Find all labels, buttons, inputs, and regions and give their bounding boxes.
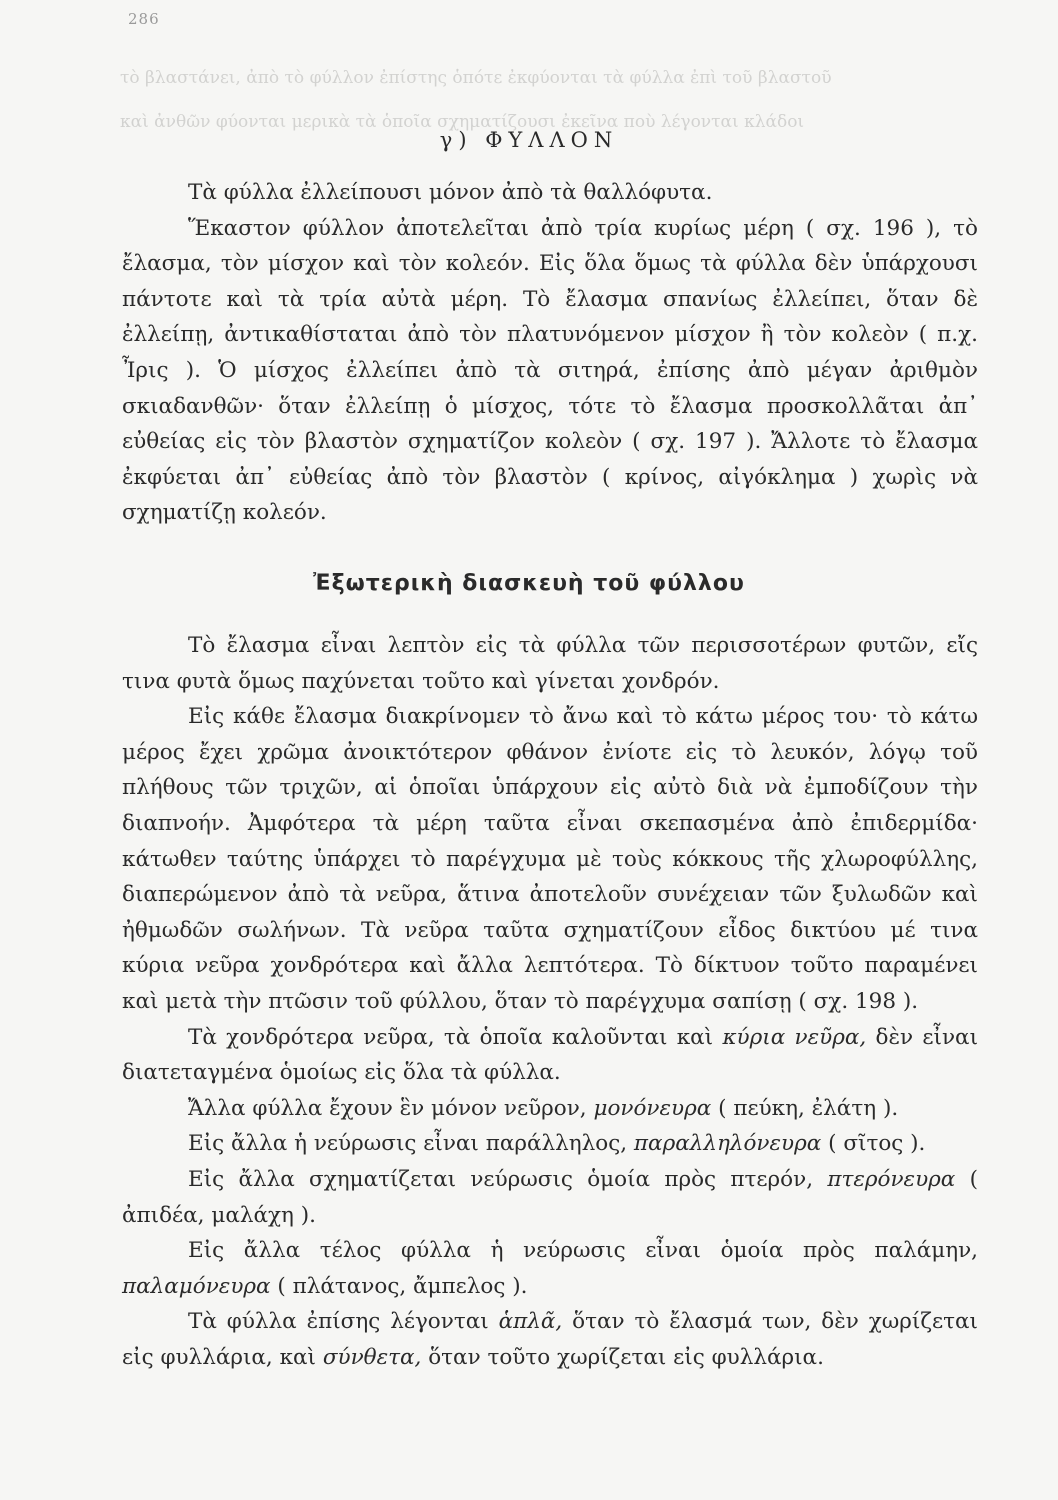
term: σύνθετα, (322, 1344, 422, 1370)
page-number: 286 (128, 10, 160, 28)
paragraph: Εἰς κάθε ἔλασμα διακρίνομεν τὸ ἄνω καὶ τὸ κάτω μέρος του· τὸ κάτω μέρος ἔχει χρῶμα ἀνοικτότερον φθάνον ἐνίοτε εἰς τὸ λευκόν, λόγῳ τοῦ πλήθους τῶν τριχῶν, αἱ ὁποῖαι ὑπάρχουν εἰς αὐτὸ διὰ νὰ ἐμποδίζουν τὴν διαπνοήν. Ἀμφότερα τὰ μέρη ταῦτα εἶναι σκεπασμένα ἀπὸ ἐπιδερμίδα· κάτωθεν ταύτης ὑπάρχει τὸ παρέγχυμα μὲ τοὺς κόκκους τῆς χλωροφύλλης, διαπερώμενον ἀπὸ τὰ νεῦρα, ἅτινα ἀποτελοῦν συνέχειαν τῶν ξυλωδῶν καὶ ἠθμωδῶν σωλήνων. Τὰ νεῦρα ταῦτα σχηματίζουν εἶδος δικτύου μέ τινα κύρια νεῦρα χονδρότερα καὶ ἄλλα λεπτότερα. Τὸ δίκτυον τοῦτο παραμένει καὶ μετὰ τὴν πτῶσιν τοῦ φύλλου, ὅταν τὸ παρέγχυμα σαπίσῃ ( σχ. 198 ). (122, 704, 978, 1014)
intro-text (122, 175, 978, 531)
paragraph: Εἰς ἄλλα ἡ νεύρωσις εἶναι παράλληλος, παραλληλόνευρα ( σῖτος ). (188, 1131, 926, 1157)
paragraph: Τὰ φύλλα ἐλλείπουσι μόνον ἀπὸ τὰ θαλλόφυτα. (188, 180, 713, 205)
subsection-text (122, 628, 978, 1375)
paragraph: Τὸ ἔλασμα εἶναι λεπτὸν εἰς τὰ φύλλα τῶν περισσοτέρων φυτῶν, εἴς τινα φυτὰ ὅμως παχύνεται τοῦτο καὶ γίνεται χονδρόν. (122, 633, 978, 694)
bleed-through-line: τὸ βλαστάνει, ἀπὸ τὸ φύλλον ἐπίστης ὁπότε ἐκφύονται τὰ φύλλα ἐπὶ τοῦ βλαστοῦ (120, 68, 832, 88)
subsection-heading: Ἐξωτερικὴ διασκευὴ τοῦ φύλλου (313, 571, 745, 596)
term: πτερόνευρα (827, 1166, 956, 1192)
paragraph: Τὰ φύλλα ἐπίσης λέγονται ἁπλᾶ, ὅταν τὸ ἔλασμά των, δὲν χωρίζεται εἰς φυλλάρια, καὶ σύνθετα, ὅταν τοῦτο χωρίζεται εἰς φυλλάρια. (122, 1309, 978, 1370)
term: μονόνευρα (593, 1095, 712, 1121)
paragraph: Εἰς ἄλλα σχηματίζεται νεύρωσις ὁμοία πρὸς πτερόν, πτερόνευρα ( ἀπιδέα, μαλάχη ). (122, 1166, 978, 1228)
term: κύρια νεῦρα, (722, 1024, 867, 1050)
bleed-through-line: καὶ ἀνθῶν φύονται μερικὰ τὰ ὁποῖα σχηματίζουσι ἐκεῖνα ποὺ λέγονται κλάδοι (120, 112, 805, 132)
section-title: γ) ΦΥΛΛΟΝ (439, 128, 619, 152)
paragraph: Ἕκαστον φύλλον ἀποτελεῖται ἀπὸ τρία κυρίως μέρη ( σχ. 196 ), τὸ ἔλασμα, τὸν μίσχον καὶ τὸν κολεόν. Εἰς ὅλα ὅμως τὰ φύλλα δὲν ὑπάρχουσι πάντοτε καὶ τὰ τρία αὐτὰ μέρη. Τὸ ἔλασμα σπανίως ἐλλείπει, ὅταν δὲ ἐλλείπῃ, ἀντικαθίσταται ἀπὸ τὸν πλατυνόμενον μίσχον ἢ τὸν κολεὸν ( π.χ. Ἶρις ). Ὁ μίσχος ἐλλείπει ἀπὸ τὰ σιτηρά, ἐπίσης ἀπὸ μέγαν ἀριθμὸν σκιαδανθῶν· ὅταν ἐλλείπῃ ὁ μίσχος, τότε τὸ ἔλασμα προσκολλᾶται ἀπ᾽ εὐθείας εἰς τὸν βλαστὸν σχηματίζον κολεὸν ( σχ. 197 ). Ἄλλοτε τὸ ἔλασμα ἐκφύεται ἀπ᾽ εὐθείας ἀπὸ τὸν βλαστὸν ( κρίνος, αἰγόκλημα ) χωρὶς νὰ σχηματίζῃ κολεόν. (122, 215, 978, 526)
paragraph: Ἄλλα φύλλα ἔχουν ἓν μόνον νεῦρον, μονόνευρα ( πεύκη, ἐλάτη ). (188, 1095, 899, 1121)
term: παλαμόνευρα (122, 1273, 271, 1299)
paragraph: Τὰ χονδρότερα νεῦρα, τὰ ὁποῖα καλοῦνται καὶ κύρια νεῦρα, δὲν εἶναι διατεταγμένα ὁμοίως εἰς ὅλα τὰ φύλλα. (122, 1024, 979, 1086)
term: παραλληλόνευρα (633, 1131, 822, 1157)
term: ἁπλᾶ, (498, 1309, 563, 1335)
paragraph: Εἰς ἄλλα τέλος φύλλα ἡ νεύρωσις εἶναι ὁμοία πρὸς παλάμην, παλαμόνευρα ( πλάτανος, ἄμπελος ). (122, 1238, 978, 1299)
